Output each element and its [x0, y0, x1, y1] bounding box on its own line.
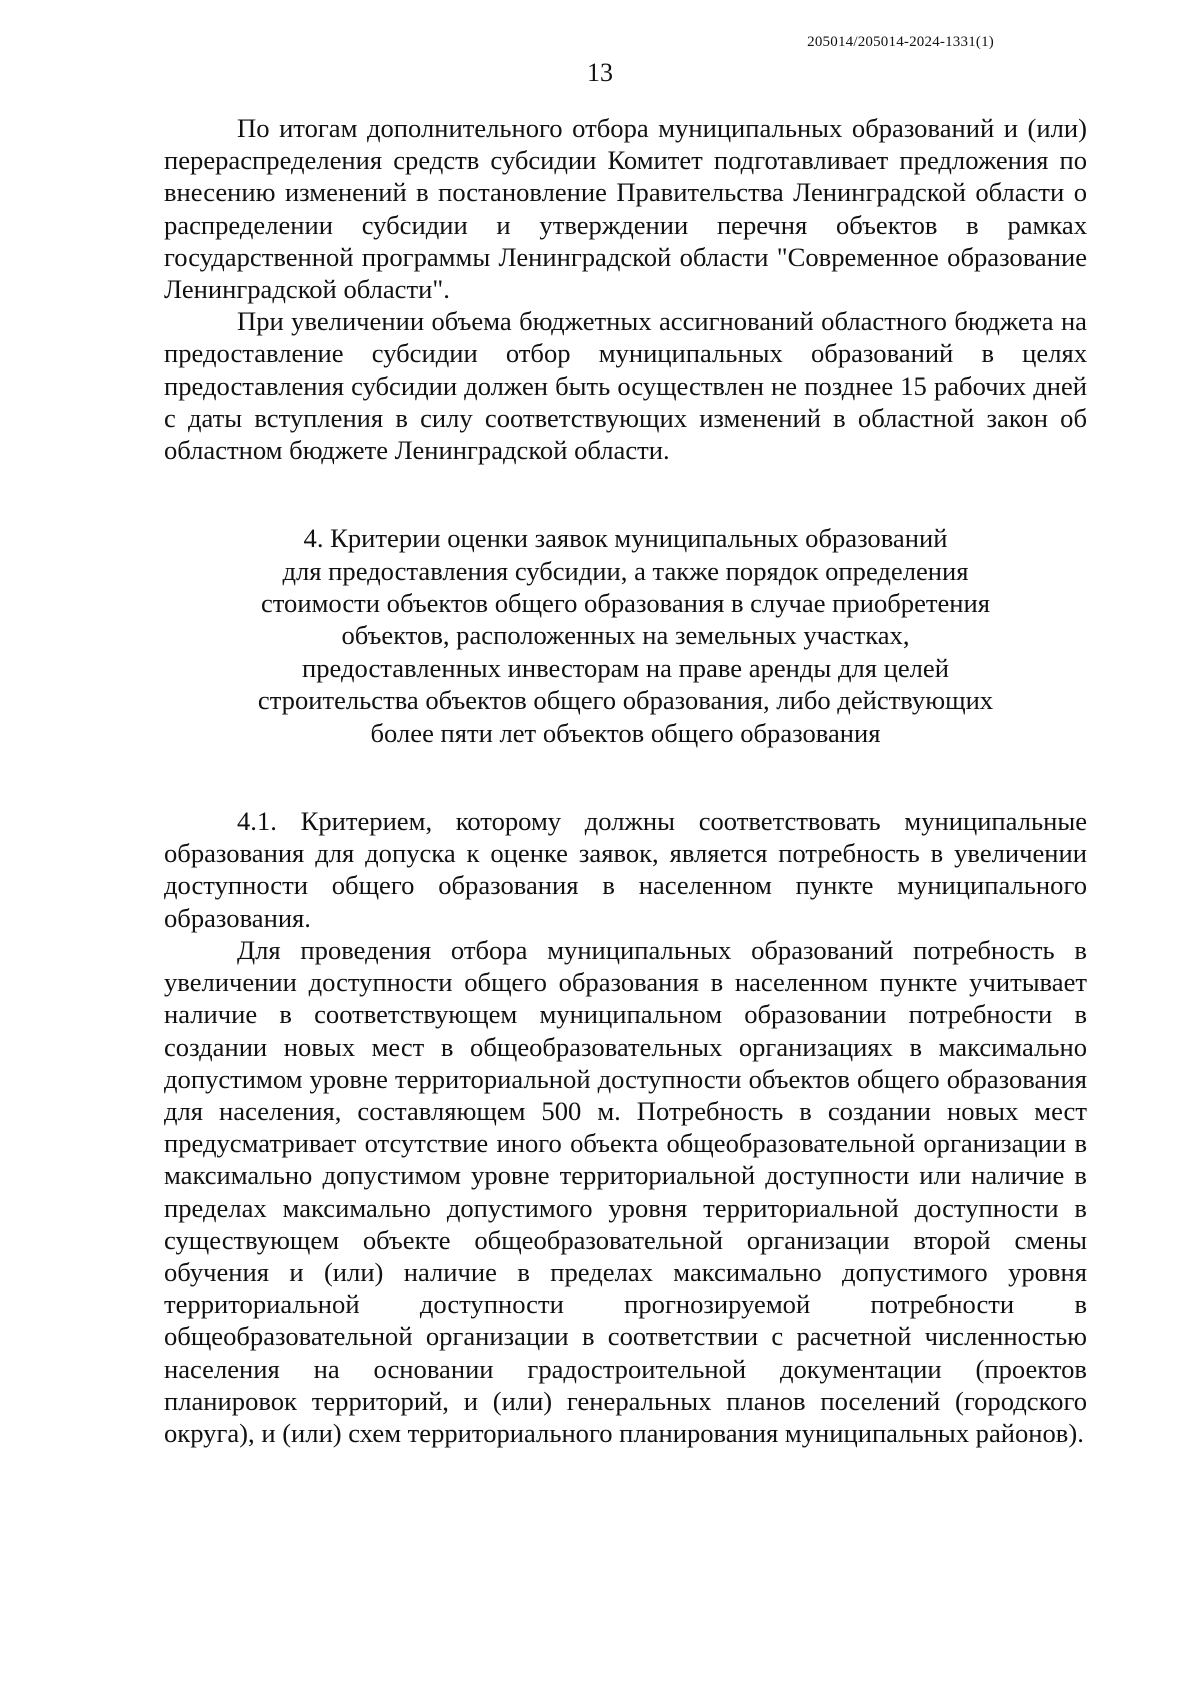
paragraph-budget-increase: При увеличении объема бюджетных ассигнований областного бюджета на предоставление субсидии отбор муниципальных образований в целях предоставления субсидии должен быть осуществлен не позднее 15 рабочих дней с даты вступления в силу соответствующих изменений в областной закон об областном бюджете Ленинградской области.	[164, 306, 1087, 466]
paragraph-selection-need: Для проведения отбора муниципальных образований потребность в увеличении доступности общего образования в населенном пункте учитывает наличие в соответствующем муниципальном образовании потребности в создании новых мест в общеобразовательных организациях в максимально допустимом уровне территориальной доступности объектов общего образования для населения, составляющем 500 м. Потребность в создании новых мест предусматривает отсутствие иного объекта общеобразовательной организации в максимально допустимом уровне территориальной доступности или наличие в пределах максимально допустимого уровня территориальной доступности в существующем объекте общеобразовательной организации второй смены обучения и (или) наличие в пределах максимально допустимого уровня территориальной доступности прогнозируемой потребности в общеобразовательной организации в соответствии с расчетной численностью населения на основании градостроительной документации (проектов планировок территорий, и (или) генеральных планов поселений (городского округа), и (или) схем территориального планирования муниципальных районов).	[164, 934, 1087, 1448]
section-heading: 4. Критерии оценки заявок муниципальных образований для предоставления субсидии, а также порядок определения стоимости объектов общего образования в случае приобретения объектов, расположенных на земельных участках, предоставленных инвесторам на праве аренды для целей строительства объектов общего образования, либо действующих более пяти лет объектов общего образования	[257, 523, 994, 748]
paragraph-criterion: 4.1. Критерием, которому должны соответствовать муниципальные образования для допуска к оценке заявок, является потребность в увеличении доступности общего образования в населенном пункте муниципального образования.	[164, 806, 1087, 933]
paragraph-additional-selection: По итогам дополнительного отбора муниципальных образований и (или) перераспределения средств субсидии Комитет подготавливает предложения по внесению изменений в постановление Правительства Ленинградской области о распределении субсидии и утверждении перечня объектов в рамках государственной программы Ленинградской области "Современное образование Ленинградской области".	[164, 113, 1087, 305]
document-id: 205014/205014-2024-1331(1)	[807, 34, 994, 50]
document-body	[164, 112, 1087, 1449]
page-number: 13	[587, 58, 613, 87]
